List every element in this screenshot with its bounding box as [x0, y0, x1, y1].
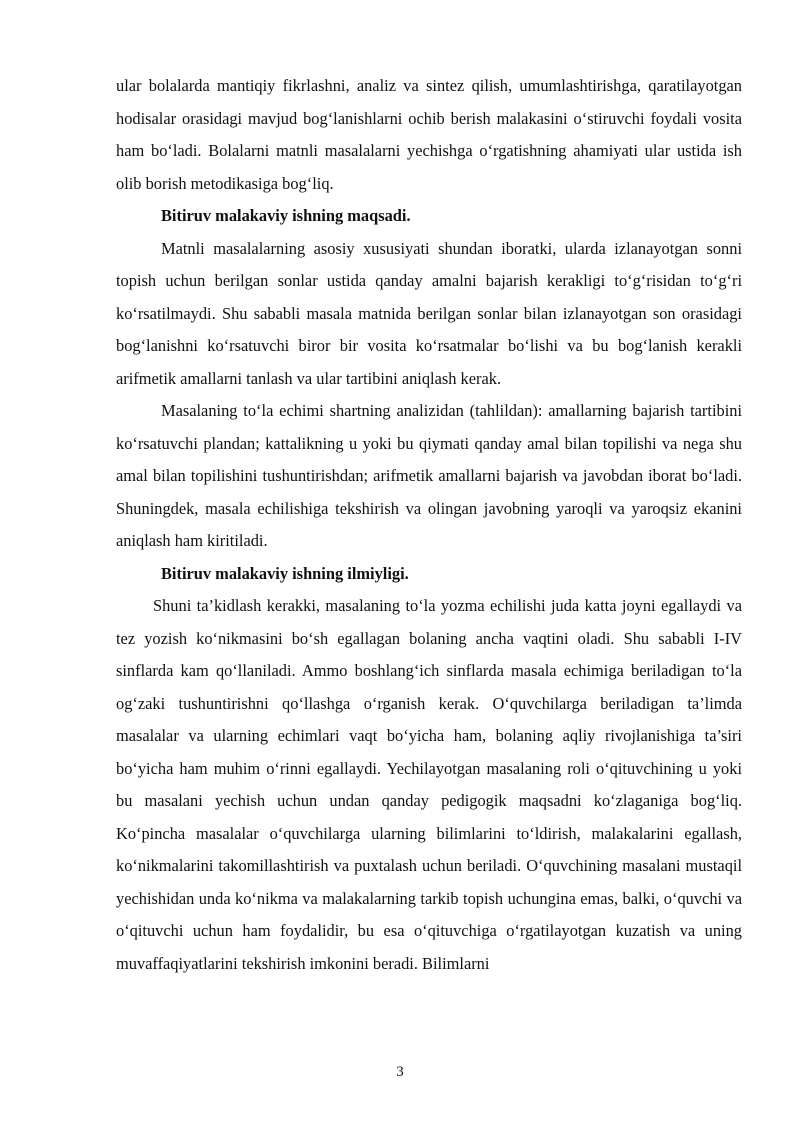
- paragraph-written-solution: Shuni ta’kidlash kerakki, masalaning to‘la yozma echilishi juda katta joyni egallaydi va tez yozish ko‘nikmasini bo‘sh egallagan bolaning ancha vaqtini oladi. Shu sababli I-IV sinflarda kam qo‘llaniladi. Ammo boshlang‘ich sinflarda masala echimiga beriladigan to‘la og‘zaki tushuntirishni qo‘llashga o‘rganish kerak. O‘quvchilarga beriladigan ta’limda masalalar va ularning echimlari vaqt bo‘yicha ham, bolaning aqliy rivojlanishiga ta’siri bo‘yicha ham muhim o‘rinni egallaydi. Yechilayotgan masalaning roli o‘qituvchining u yoki bu masalani yechish uchun undan qanday pedigogik maqsadni ko‘zlaganiga bog‘liq. Ko‘pincha masalalar o‘quvchilarga ularning bilimlarini to‘ldirish, malakalarini egallash, ko‘nikmalarini takomillashtirish va puxtalash uchun beriladi. O‘quvchining masalani mustaqil yechishidan unda ko‘nikma va malakalarning tarkib topish uchungina emas, balki, o‘quvchi va o‘qituvchi uchun ham foydalidir, bu esa o‘qituvchiga o‘rgatilayotgan kuzatish va uning muvaffaqiyatlarini tekshirish imkonini beradi. Bilimlarni: [116, 596, 742, 973]
- section-heading-goal: Bitiruv malakaviy ishning maqsadi.: [161, 206, 411, 225]
- page-number: 3: [396, 1064, 404, 1080]
- paragraph-intro-continuation: ular bolalarda mantiqiy fikrlashni, analiz va sintez qilish, umumlashtirishga, qaratilayotgan hodisalar orasidagi mavjud bog‘lanishlarni ochib berish malakasini o‘stiruvchi foydali vosita ham bo‘ladi. Bolalarni matnli masalalarni yechishga o‘rgatishning ahamiyati ular ustida ish olib borish metodikasiga bog‘liq.: [116, 76, 742, 193]
- paragraph-text-problems: Matnli masalalarning asosiy xususiyati shundan iboratki, ularda izlanayotgan sonni topish uchun berilgan sonlar ustida qanday amalni bajarish kerakligi to‘g‘risidan to‘g‘ri ko‘rsatilmaydi. Shu sababli masala matnida berilgan sonlar bilan izlanayotgan son orasidagi bog‘lanishni ko‘rsatuvchi biror bir vosita ko‘rsatmalar bo‘lishi va bu bog‘lanish kerakli arifmetik amallarni tanlash va ular tartibini aniqlash kerak.: [116, 238, 742, 388]
- page-body: [116, 70, 742, 980]
- section-heading-scientific: Bitiruv malakaviy ishning ilmiyligi.: [161, 563, 409, 583]
- paragraph-full-solution: Masalaning to‘la echimi shartning analizidan (tahlildan): amallarning bajarish tartibini ko‘rsatuvchi plandan; kattalikning u yoki bu qiymati qanday amal bilan topilishi va nega shu amal bilan topilishini tushuntirishdan; arifmetik amallarni bajarish va javobdan iborat bo‘ladi. Shuningdek, masala echilishiga tekshirish va olingan javobning yaroqli va yaroqsiz ekanini aniqlash ham kiritiladi.: [116, 401, 742, 550]
